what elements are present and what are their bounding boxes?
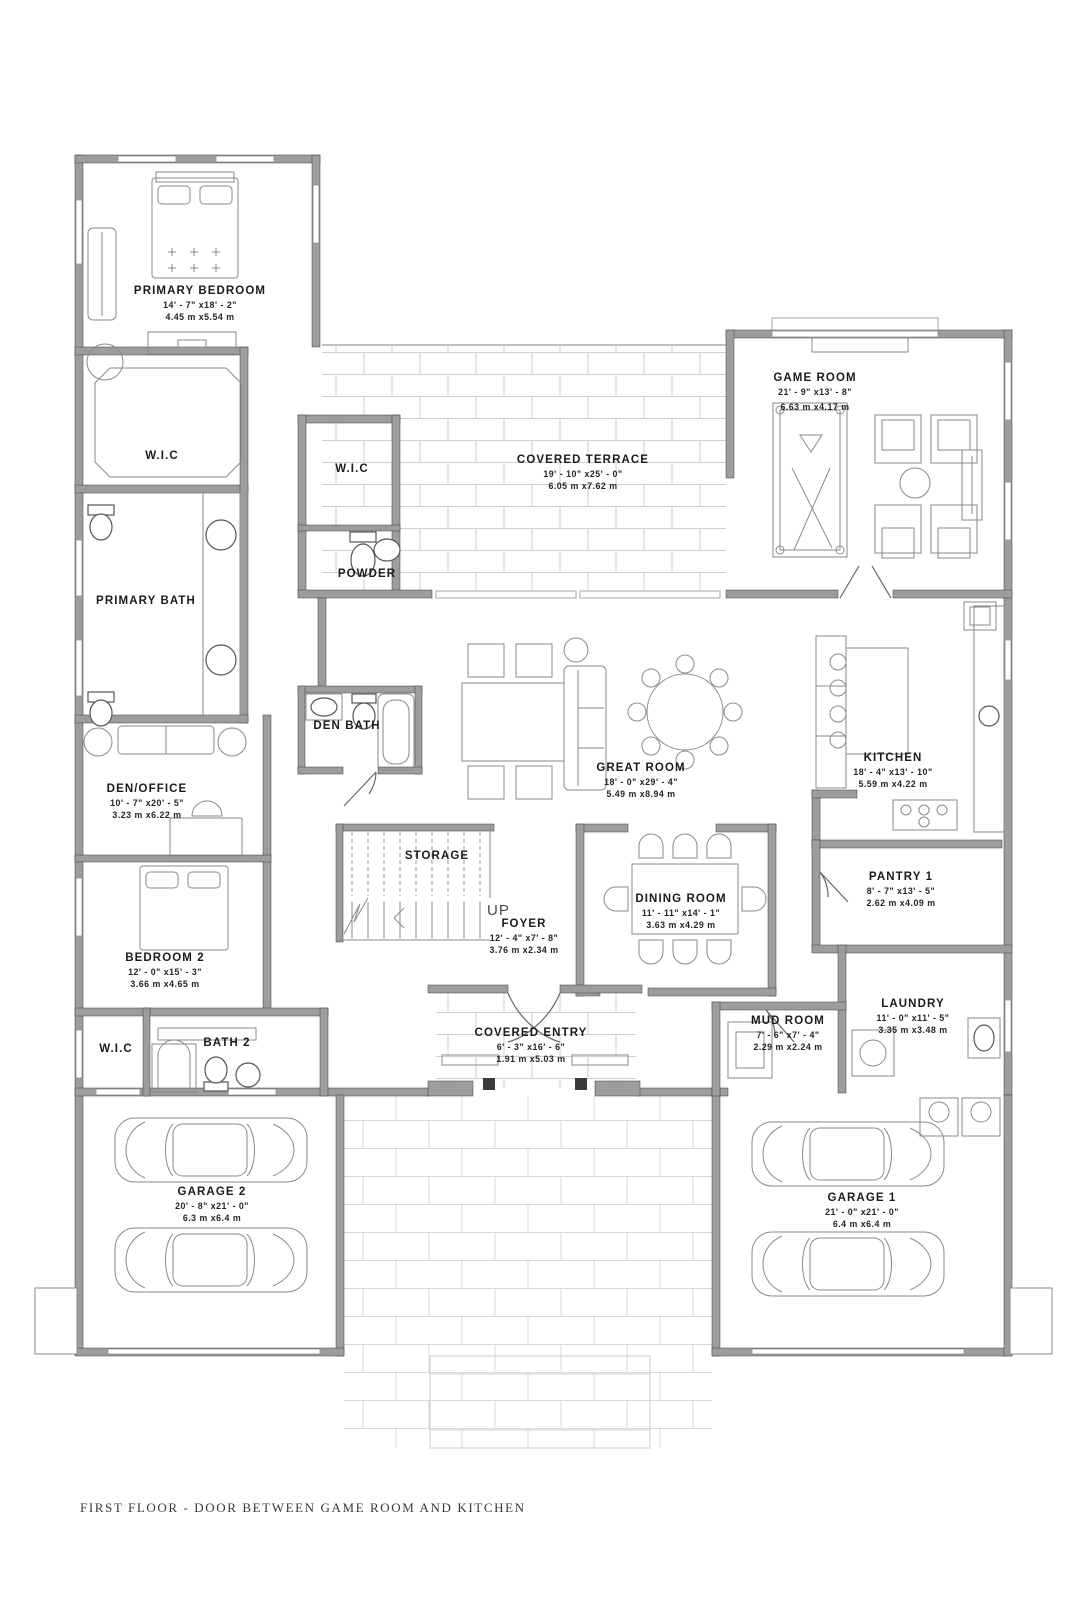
label-den-bath: DEN BATH: [313, 720, 381, 732]
label-garage-2: GARAGE 2 20' - 8" x21' - 0" 6.3 m x6.4 m: [175, 1186, 249, 1223]
washer-icon: [852, 1030, 894, 1076]
island-icon: [830, 648, 908, 754]
label-foyer: FOYER 12' - 4" x7' - 8" 3.76 m x2.34 m: [489, 918, 559, 955]
armchair-icon: [516, 644, 552, 677]
armchair-icon: [468, 766, 504, 799]
label-primary-bath: PRIMARY BATH: [96, 595, 196, 607]
console-icon: [812, 338, 908, 352]
utility-sink-icon: [968, 1018, 1000, 1058]
label-primary-bedroom: PRIMARY BEDROOM 14' - 7" x18' - 2" 4.45 m x5.54 m: [133, 285, 267, 322]
label-stairs-up: UP: [487, 902, 510, 919]
primary-bath-fixtures: [88, 493, 240, 726]
label-dining-room: DINING ROOM 11' - 11" x14' - 1" 3.63 m x4.29 m: [635, 893, 727, 930]
label-den-office: DEN/OFFICE 10' - 7" x20' - 5" 3.23 m x6.22 m: [106, 783, 188, 820]
car-icon: [115, 1228, 307, 1292]
sofa-icon: [88, 228, 116, 320]
label-covered-entry: COVERED ENTRY 6' - 3" x16' - 6" 1.91 m x5.03 m: [474, 1027, 588, 1064]
bedroom2-furniture: [140, 866, 228, 950]
car-icon: [752, 1232, 944, 1296]
bed-icon: [152, 172, 238, 278]
label-primary-wic: W.I.C: [145, 450, 179, 462]
label-powder: POWDER: [337, 568, 397, 580]
bathtub-icon: [152, 1040, 196, 1092]
armchair-icon: [516, 766, 552, 799]
water-heater-icon: [920, 1098, 1000, 1136]
round-chair-icon: [218, 728, 246, 756]
bathtub-icon: [378, 694, 414, 770]
round-table-icon: [900, 468, 930, 498]
label-laundry: LAUNDRY 11' - 0" x11' - 5" 3.35 m x3.48 m: [876, 998, 950, 1035]
den-bath-fixtures: [306, 694, 414, 770]
label-covered-terrace: COVERED TERRACE 19' - 10" x25' - 0" 6.05 m x7.62 m: [516, 454, 650, 491]
label-wic-2: W.I.C: [99, 1043, 133, 1055]
round-table-icon: [628, 655, 742, 769]
plan-caption: FIRST FLOOR - DOOR BETWEEN GAME ROOM AND KITCHEN: [80, 1500, 526, 1515]
stair-arrow-icon: [394, 908, 404, 928]
label-garage-1: GARAGE 1 21' - 0" x21' - 0" 6.4 m x6.4 m: [825, 1192, 899, 1229]
media-console-icon: [962, 450, 982, 520]
sink-icon: [311, 698, 337, 716]
label-bath-2: BATH 2: [203, 1037, 251, 1049]
label-bedroom-2: BEDROOM 2 12' - 0" x15' - 3" 3.66 m x4.65 m: [125, 952, 205, 989]
car-icon: [752, 1122, 944, 1186]
stair-treads: [352, 902, 480, 938]
side-table-icon: [564, 638, 588, 662]
game-room-furniture: [773, 338, 982, 558]
label-hall-wic: W.I.C: [335, 463, 369, 475]
label-great-room: GREAT ROOM 18' - 0" x29' - 4" 5.49 m x8.94 m: [596, 762, 686, 799]
stair-break-line: [344, 898, 368, 934]
label-storage: STORAGE: [404, 850, 470, 862]
label-pantry-1: PANTRY 1 8' - 7" x13' - 5" 2.62 m x4.09 m: [866, 871, 936, 908]
coffee-table-icon: [462, 683, 564, 761]
bed-icon: [140, 866, 228, 950]
driveway-paving: [344, 1096, 712, 1448]
range-icon: [893, 800, 957, 830]
sink-icon: [206, 520, 236, 550]
sink-icon: [374, 539, 400, 561]
round-chair-icon: [84, 728, 112, 756]
sink-icon: [206, 645, 236, 675]
storage-stairs: [344, 832, 480, 938]
sink-icon: [979, 706, 999, 726]
toilet-icon: [88, 692, 114, 726]
car-icon: [115, 1118, 307, 1182]
label-game-room: GAME ROOM 21' - 9" x13' - 8" 6.63 m x4.17 m: [773, 372, 857, 412]
pool-table-icon: [773, 403, 847, 557]
toilet-icon: [204, 1057, 228, 1091]
label-kitchen: KITCHEN 18' - 4" x13' - 10" 5.59 m x4.22 m: [853, 752, 933, 789]
sink-icon: [236, 1063, 260, 1087]
toilet-icon: [88, 505, 114, 540]
armchair-icon: [468, 644, 504, 677]
label-mud-room: MUD ROOM 7' - 6" x7' - 4" 2.29 m x2.24 m: [751, 1015, 825, 1052]
